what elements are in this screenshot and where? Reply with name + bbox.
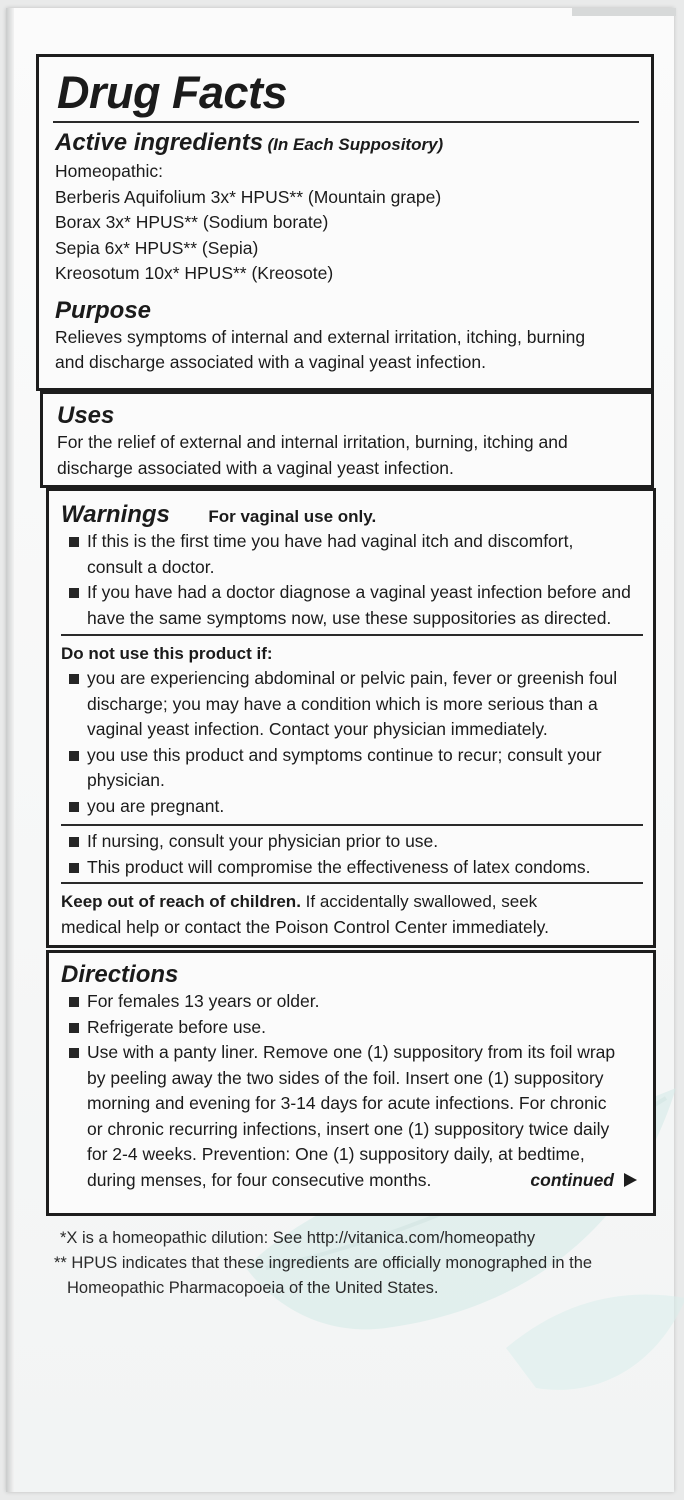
direction-item — [61, 989, 645, 1015]
direction-text: morning and evening for 3-14 days for acute infections. For chronic — [87, 1093, 607, 1113]
divider — [61, 824, 643, 826]
bullet-icon — [69, 837, 79, 847]
footnote-hpus: ** HPUS indicates that these ingredients are officially monographed in the — [54, 1254, 593, 1272]
ingredient-line: Homeopathic: — [55, 161, 163, 181]
condoms-item — [61, 855, 645, 881]
warnings-panel — [46, 488, 656, 948]
bullet-icon — [69, 674, 79, 684]
warning-text: consult a doctor. — [87, 556, 215, 577]
direction-text: by peeling away the two sides of the foil. Insert one (1) suppository — [87, 1067, 604, 1088]
keep-out-of-reach-text: If accidentally swallowed, seek — [300, 892, 538, 911]
footnotes — [54, 1226, 592, 1301]
bullet-icon — [69, 751, 79, 761]
box-top-flap — [572, 8, 676, 16]
nursing-text: If nursing, consult your physician prior to use. — [87, 831, 439, 851]
divider — [61, 634, 643, 636]
uses-panel — [40, 391, 654, 488]
direction-text: For females 13 years or older. — [87, 991, 320, 1011]
uses-line: For the relief of external and internal irritation, burning, itching and — [57, 432, 568, 452]
footnote-dilution: *X is a homeopathic dilution: See http://vitanica.com/homeopathy — [60, 1229, 536, 1247]
do-not-use-text: you are experiencing abdominal or pelvic pain, fever or greenish foul — [87, 668, 618, 688]
directions-heading: Directions — [61, 961, 179, 988]
title-rule — [53, 121, 639, 123]
do-not-use-text: vaginal yeast infection. Contact your physician immediately. — [87, 719, 548, 739]
bullet-icon — [69, 588, 79, 598]
do-not-use-item — [61, 794, 645, 820]
continued-text: continued — [530, 1170, 614, 1190]
direction-text: during menses, for four consecutive months. — [87, 1169, 432, 1190]
do-not-use-text: you use this product and symptoms continue to recur; consult your — [87, 744, 602, 765]
do-not-use-text: physician. — [87, 770, 165, 790]
warning-text: have the same symptoms now, use these suppositories as directed. — [87, 607, 612, 628]
warning-text: If you have had a doctor diagnose a vaginal yeast infection before and — [87, 582, 631, 602]
warnings-heading: Warnings — [61, 501, 170, 528]
condoms-text: This product will compromise the effectiveness of latex condoms. — [87, 856, 591, 877]
purpose-line: Relieves symptoms of internal and external irritation, itching, burning — [55, 326, 586, 347]
do-not-use-heading: Do not use this product if: — [61, 644, 273, 663]
nursing-item — [61, 829, 645, 855]
purpose-heading: Purpose — [55, 296, 152, 324]
active-ingredients-heading: Active ingredients — [55, 129, 264, 156]
box-side-edge — [6, 8, 14, 1492]
warning-item — [61, 580, 645, 631]
direction-text: or chronic recurring infections, insert one (1) suppository twice daily — [87, 1118, 610, 1139]
do-not-use-item — [61, 743, 645, 794]
bullet-icon — [69, 997, 79, 1007]
divider — [61, 882, 643, 884]
bullet-icon — [69, 1023, 79, 1033]
direction-text: Refrigerate before use. — [87, 1016, 266, 1037]
ingredient-line: Borax 3x* HPUS** (Sodium borate) — [55, 212, 329, 232]
do-not-use-text: you are pregnant. — [87, 795, 225, 816]
bullet-icon — [69, 1048, 79, 1058]
do-not-use-text: discharge; you may have a condition which is more serious than a — [87, 693, 598, 714]
bullet-icon — [69, 802, 79, 812]
direction-text: Use with a panty liner. Remove one (1) suppository from its foil wrap — [87, 1042, 616, 1062]
continued-label — [530, 1170, 637, 1191]
active-ingredients-note: (In Each Suppository) — [267, 135, 444, 154]
arrow-right-icon — [624, 1173, 637, 1187]
warning-text: If this is the first time you have had vaginal itch and discomfort, — [87, 531, 574, 551]
directions-panel — [46, 950, 656, 1216]
uses-line: discharge associated with a vaginal yeast infection. — [57, 457, 454, 478]
ingredient-line: Berberis Aquifolium 3x* HPUS** (Mountain grape) — [55, 186, 442, 207]
bullet-icon — [69, 537, 79, 547]
warning-item — [61, 529, 645, 580]
direction-item — [61, 1015, 645, 1041]
ingredient-line: Sepia 6x* HPUS** (Sepia) — [55, 237, 259, 258]
uses-heading: Uses — [57, 402, 115, 429]
do-not-use-item — [61, 666, 645, 743]
keep-out-of-reach-line: medical help or contact the Poison Control Center immediately. — [61, 916, 549, 937]
footnote-hpus-cont: Homeopathic Pharmacopoeia of the United States. — [67, 1279, 439, 1297]
purpose-line: and discharge associated with a vaginal yeast infection. — [55, 352, 486, 372]
direction-text: for 2-4 weeks. Prevention: One (1) suppository daily, at bedtime, — [87, 1144, 585, 1164]
drug-facts-title: Drug Facts — [57, 67, 288, 118]
drug-facts-main-panel — [36, 54, 654, 391]
keep-out-of-reach-bold: Keep out of reach of children. — [61, 892, 301, 911]
warnings-note: For vaginal use only. — [208, 507, 377, 526]
ingredient-line: Kreosotum 10x* HPUS** (Kreosote) — [55, 263, 334, 283]
bullet-icon — [69, 863, 79, 873]
